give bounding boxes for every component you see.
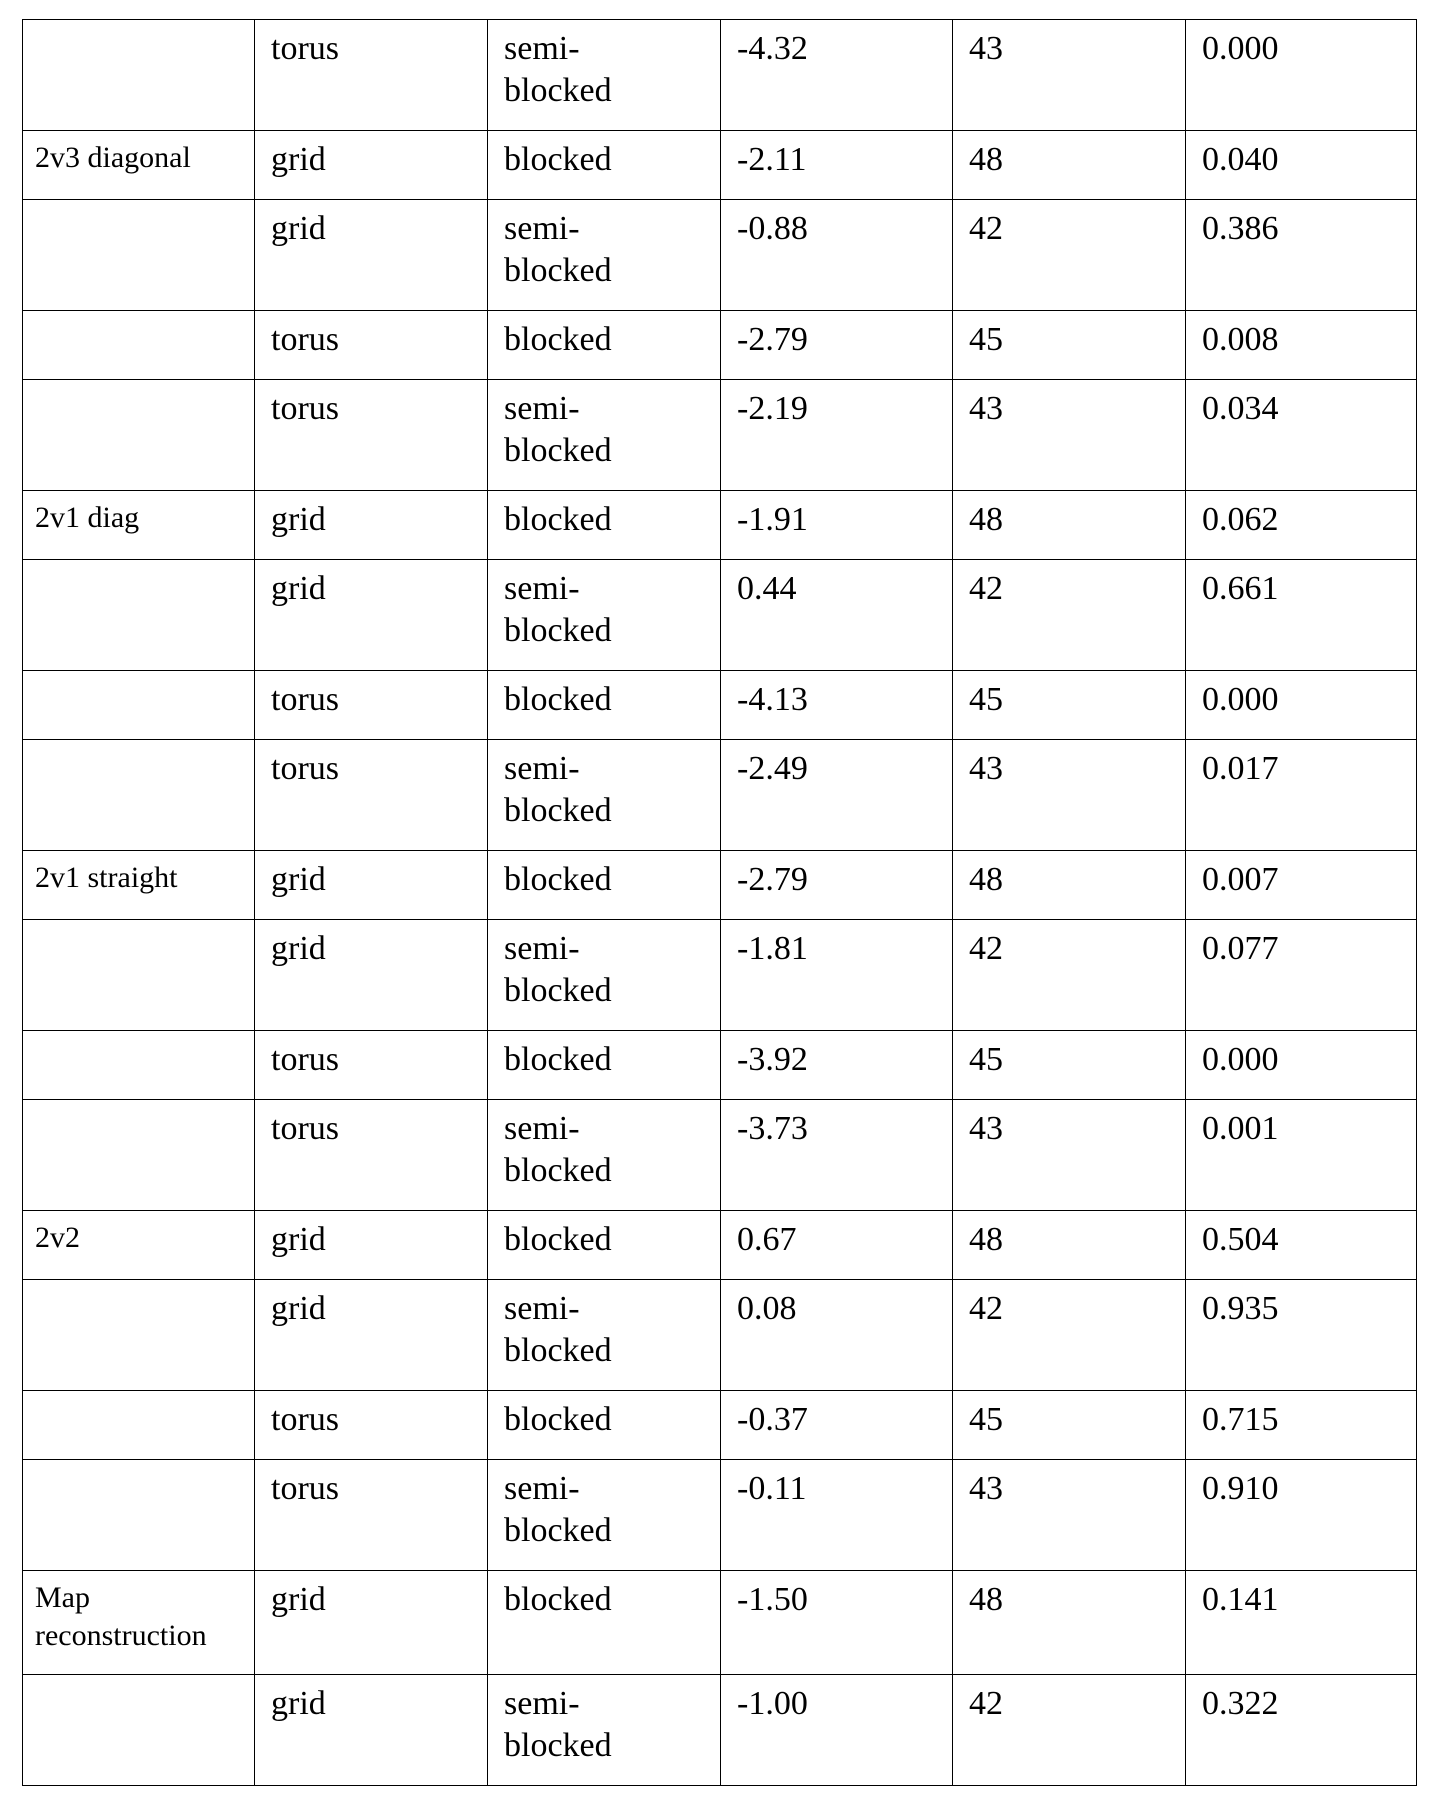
df-cell [953, 560, 1186, 671]
df-cell [953, 1460, 1186, 1571]
df-cell [953, 1100, 1186, 1211]
p-value-cell [1186, 200, 1417, 311]
table-row [23, 920, 1417, 1031]
table-row [23, 20, 1417, 131]
df-text: 48 [969, 501, 1003, 538]
p-value-cell [1186, 851, 1417, 920]
df-cell [953, 200, 1186, 311]
p-value-cell [1186, 671, 1417, 740]
condition-cell [23, 1100, 255, 1211]
wall-text: blocked [504, 1727, 612, 1764]
wall-cell [488, 851, 721, 920]
topology-cell [255, 20, 488, 131]
wall-cell [488, 311, 721, 380]
table-row [23, 671, 1417, 740]
wall-text: semi- [504, 210, 580, 247]
df-text: 43 [969, 390, 1003, 427]
wall-cell [488, 131, 721, 200]
wall-cell [488, 671, 721, 740]
topology-cell [255, 740, 488, 851]
condition-cell [23, 1391, 255, 1460]
wall-cell [488, 1391, 721, 1460]
t-value-text: -4.32 [737, 30, 808, 67]
topology-cell [255, 1460, 488, 1571]
topology-cell [255, 671, 488, 740]
table-row [23, 1211, 1417, 1280]
wall-text: blocked [504, 972, 612, 1009]
t-value-text: -1.91 [737, 501, 808, 538]
t-value-cell [721, 1100, 953, 1211]
topology-text: torus [271, 321, 339, 358]
condition-cell [23, 740, 255, 851]
df-cell [953, 1031, 1186, 1100]
t-value-text: -2.49 [737, 750, 808, 787]
t-value-text: -3.73 [737, 1110, 808, 1147]
wall-text: semi- [504, 930, 580, 967]
df-text: 48 [969, 1581, 1003, 1618]
topology-text: grid [271, 1221, 326, 1258]
p-value-cell [1186, 1211, 1417, 1280]
df-text: 45 [969, 1041, 1003, 1078]
t-value-cell [721, 491, 953, 560]
df-cell [953, 20, 1186, 131]
table-row [23, 491, 1417, 560]
df-cell [953, 311, 1186, 380]
topology-text: grid [271, 570, 326, 607]
df-cell [953, 851, 1186, 920]
topology-text: grid [271, 141, 326, 178]
condition-text: 2v1 diag [35, 501, 140, 534]
topology-text: grid [271, 861, 326, 898]
topology-text: torus [271, 1110, 339, 1147]
p-value-text: 0.077 [1202, 930, 1279, 967]
results-table [22, 19, 1417, 1786]
t-value-text: -2.19 [737, 390, 808, 427]
t-value-text: -0.37 [737, 1401, 808, 1438]
topology-text: grid [271, 210, 326, 247]
table-row [23, 1280, 1417, 1391]
condition-cell [23, 920, 255, 1031]
p-value-text: 0.040 [1202, 141, 1279, 178]
p-value-cell [1186, 20, 1417, 131]
condition-cell [23, 491, 255, 560]
t-value-text: -0.88 [737, 210, 808, 247]
wall-cell [488, 1675, 721, 1786]
wall-cell [488, 920, 721, 1031]
t-value-cell [721, 1391, 953, 1460]
p-value-cell [1186, 1391, 1417, 1460]
topology-cell [255, 311, 488, 380]
topology-text: torus [271, 750, 339, 787]
t-value-text: -1.81 [737, 930, 808, 967]
df-cell [953, 920, 1186, 1031]
p-value-text: 0.062 [1202, 501, 1279, 538]
wall-text: blocked [504, 501, 612, 538]
df-text: 42 [969, 1290, 1003, 1327]
p-value-text: 0.007 [1202, 861, 1279, 898]
t-value-cell [721, 671, 953, 740]
topology-text: grid [271, 1581, 326, 1618]
t-value-cell [721, 920, 953, 1031]
table-row [23, 1391, 1417, 1460]
wall-cell [488, 1211, 721, 1280]
t-value-cell [721, 560, 953, 671]
condition-cell [23, 380, 255, 491]
topology-cell [255, 1100, 488, 1211]
t-value-text: 0.44 [737, 570, 797, 607]
wall-text: blocked [504, 612, 612, 649]
condition-cell [23, 671, 255, 740]
wall-cell [488, 1031, 721, 1100]
topology-cell [255, 560, 488, 671]
wall-text: blocked [504, 321, 612, 358]
p-value-text: 0.017 [1202, 750, 1279, 787]
wall-cell [488, 1280, 721, 1391]
topology-text: grid [271, 1685, 326, 1722]
df-text: 45 [969, 681, 1003, 718]
topology-cell [255, 200, 488, 311]
wall-text: semi- [504, 1290, 580, 1327]
results-table-body [23, 20, 1417, 1786]
wall-text: blocked [504, 72, 612, 109]
table-row [23, 380, 1417, 491]
table-row [23, 1675, 1417, 1786]
wall-text: blocked [504, 1041, 612, 1078]
condition-cell [23, 1031, 255, 1100]
t-value-cell [721, 740, 953, 851]
topology-cell [255, 491, 488, 560]
t-value-cell [721, 380, 953, 491]
topology-cell [255, 1031, 488, 1100]
df-text: 43 [969, 1470, 1003, 1507]
wall-cell [488, 560, 721, 671]
condition-cell [23, 1675, 255, 1786]
topology-cell [255, 380, 488, 491]
topology-cell [255, 920, 488, 1031]
wall-cell [488, 1100, 721, 1211]
topology-text: torus [271, 1470, 339, 1507]
t-value-text: 0.67 [737, 1221, 797, 1258]
wall-text: blocked [504, 1221, 612, 1258]
p-value-text: 0.034 [1202, 390, 1279, 427]
df-cell [953, 491, 1186, 560]
p-value-text: 0.001 [1202, 1110, 1279, 1147]
t-value-text: -1.00 [737, 1685, 808, 1722]
wall-text: blocked [504, 861, 612, 898]
wall-cell [488, 20, 721, 131]
df-text: 45 [969, 321, 1003, 358]
topology-cell [255, 1675, 488, 1786]
topology-cell [255, 1280, 488, 1391]
wall-text: semi- [504, 1685, 580, 1722]
topology-text: torus [271, 1041, 339, 1078]
topology-text: torus [271, 30, 339, 67]
df-cell [953, 1675, 1186, 1786]
wall-text: blocked [504, 432, 612, 469]
condition-text: 2v1 straight [35, 861, 178, 894]
t-value-cell [721, 1280, 953, 1391]
p-value-cell [1186, 131, 1417, 200]
condition-text: Map reconstruction [35, 1581, 207, 1652]
p-value-cell [1186, 1280, 1417, 1391]
p-value-text: 0.715 [1202, 1401, 1279, 1438]
p-value-text: 0.386 [1202, 210, 1279, 247]
t-value-text: -2.79 [737, 321, 808, 358]
wall-cell [488, 380, 721, 491]
wall-text: blocked [504, 1512, 612, 1549]
p-value-text: 0.504 [1202, 1221, 1279, 1258]
p-value-text: 0.000 [1202, 1041, 1279, 1078]
t-value-text: -3.92 [737, 1041, 808, 1078]
t-value-text: -2.11 [737, 141, 807, 178]
table-row [23, 740, 1417, 851]
t-value-cell [721, 131, 953, 200]
condition-cell [23, 1571, 255, 1675]
wall-text: semi- [504, 1470, 580, 1507]
table-row [23, 131, 1417, 200]
wall-text: blocked [504, 141, 612, 178]
t-value-cell [721, 1211, 953, 1280]
t-value-cell [721, 311, 953, 380]
df-text: 42 [969, 930, 1003, 967]
t-value-text: -1.50 [737, 1581, 808, 1618]
condition-cell [23, 200, 255, 311]
df-cell [953, 671, 1186, 740]
df-text: 48 [969, 141, 1003, 178]
p-value-text: 0.910 [1202, 1470, 1279, 1507]
df-text: 42 [969, 1685, 1003, 1722]
wall-text: semi- [504, 570, 580, 607]
condition-cell [23, 1211, 255, 1280]
df-cell [953, 1391, 1186, 1460]
df-text: 48 [969, 861, 1003, 898]
df-text: 43 [969, 1110, 1003, 1147]
df-cell [953, 131, 1186, 200]
df-text: 43 [969, 750, 1003, 787]
t-value-cell [721, 1031, 953, 1100]
p-value-text: 0.000 [1202, 30, 1279, 67]
df-text: 43 [969, 30, 1003, 67]
condition-cell [23, 851, 255, 920]
condition-cell [23, 20, 255, 131]
topology-text: torus [271, 390, 339, 427]
wall-text: blocked [504, 1152, 612, 1189]
wall-cell [488, 200, 721, 311]
wall-text: blocked [504, 252, 612, 289]
t-value-cell [721, 1460, 953, 1571]
df-text: 48 [969, 1221, 1003, 1258]
df-text: 45 [969, 1401, 1003, 1438]
p-value-text: 0.661 [1202, 570, 1279, 607]
topology-text: grid [271, 501, 326, 538]
p-value-cell [1186, 380, 1417, 491]
wall-text: blocked [504, 1332, 612, 1369]
p-value-cell [1186, 1675, 1417, 1786]
topology-text: torus [271, 1401, 339, 1438]
p-value-cell [1186, 1031, 1417, 1100]
table-row [23, 1460, 1417, 1571]
p-value-text: 0.141 [1202, 1581, 1279, 1618]
t-value-text: -4.13 [737, 681, 808, 718]
table-row [23, 851, 1417, 920]
p-value-cell [1186, 920, 1417, 1031]
df-text: 42 [969, 570, 1003, 607]
t-value-text: 0.08 [737, 1290, 797, 1327]
p-value-text: 0.000 [1202, 681, 1279, 718]
topology-cell [255, 1211, 488, 1280]
df-cell [953, 740, 1186, 851]
t-value-text: -0.11 [737, 1470, 807, 1507]
topology-cell [255, 1571, 488, 1675]
p-value-cell [1186, 1460, 1417, 1571]
t-value-cell [721, 200, 953, 311]
table-row [23, 1571, 1417, 1675]
topology-cell [255, 1391, 488, 1460]
t-value-cell [721, 1571, 953, 1675]
condition-cell [23, 311, 255, 380]
wall-text: blocked [504, 1401, 612, 1438]
condition-text: 2v2 [35, 1221, 80, 1254]
condition-cell [23, 1280, 255, 1391]
topology-cell [255, 851, 488, 920]
topology-text: grid [271, 1290, 326, 1327]
table-row [23, 200, 1417, 311]
topology-text: torus [271, 681, 339, 718]
wall-cell [488, 1571, 721, 1675]
wall-cell [488, 740, 721, 851]
wall-text: blocked [504, 1581, 612, 1618]
p-value-text: 0.935 [1202, 1290, 1279, 1327]
p-value-cell [1186, 1571, 1417, 1675]
table-row [23, 311, 1417, 380]
df-cell [953, 380, 1186, 491]
wall-text: semi- [504, 390, 580, 427]
wall-text: semi- [504, 30, 580, 67]
wall-cell [488, 1460, 721, 1571]
table-row [23, 1100, 1417, 1211]
df-cell [953, 1571, 1186, 1675]
t-value-cell [721, 1675, 953, 1786]
condition-cell [23, 560, 255, 671]
condition-cell [23, 131, 255, 200]
df-cell [953, 1211, 1186, 1280]
wall-text: blocked [504, 681, 612, 718]
t-value-cell [721, 851, 953, 920]
p-value-cell [1186, 560, 1417, 671]
p-value-cell [1186, 311, 1417, 380]
topology-text: grid [271, 930, 326, 967]
df-cell [953, 1280, 1186, 1391]
wall-text: blocked [504, 792, 612, 829]
wall-cell [488, 491, 721, 560]
wall-text: semi- [504, 1110, 580, 1147]
p-value-cell [1186, 740, 1417, 851]
table-row [23, 1031, 1417, 1100]
condition-cell [23, 1460, 255, 1571]
p-value-cell [1186, 491, 1417, 560]
table-row [23, 560, 1417, 671]
topology-cell [255, 131, 488, 200]
condition-text: 2v3 diagonal [35, 141, 191, 174]
wall-text: semi- [504, 750, 580, 787]
p-value-cell [1186, 1100, 1417, 1211]
p-value-text: 0.322 [1202, 1685, 1279, 1722]
p-value-text: 0.008 [1202, 321, 1279, 358]
t-value-text: -2.79 [737, 861, 808, 898]
t-value-cell [721, 20, 953, 131]
df-text: 42 [969, 210, 1003, 247]
